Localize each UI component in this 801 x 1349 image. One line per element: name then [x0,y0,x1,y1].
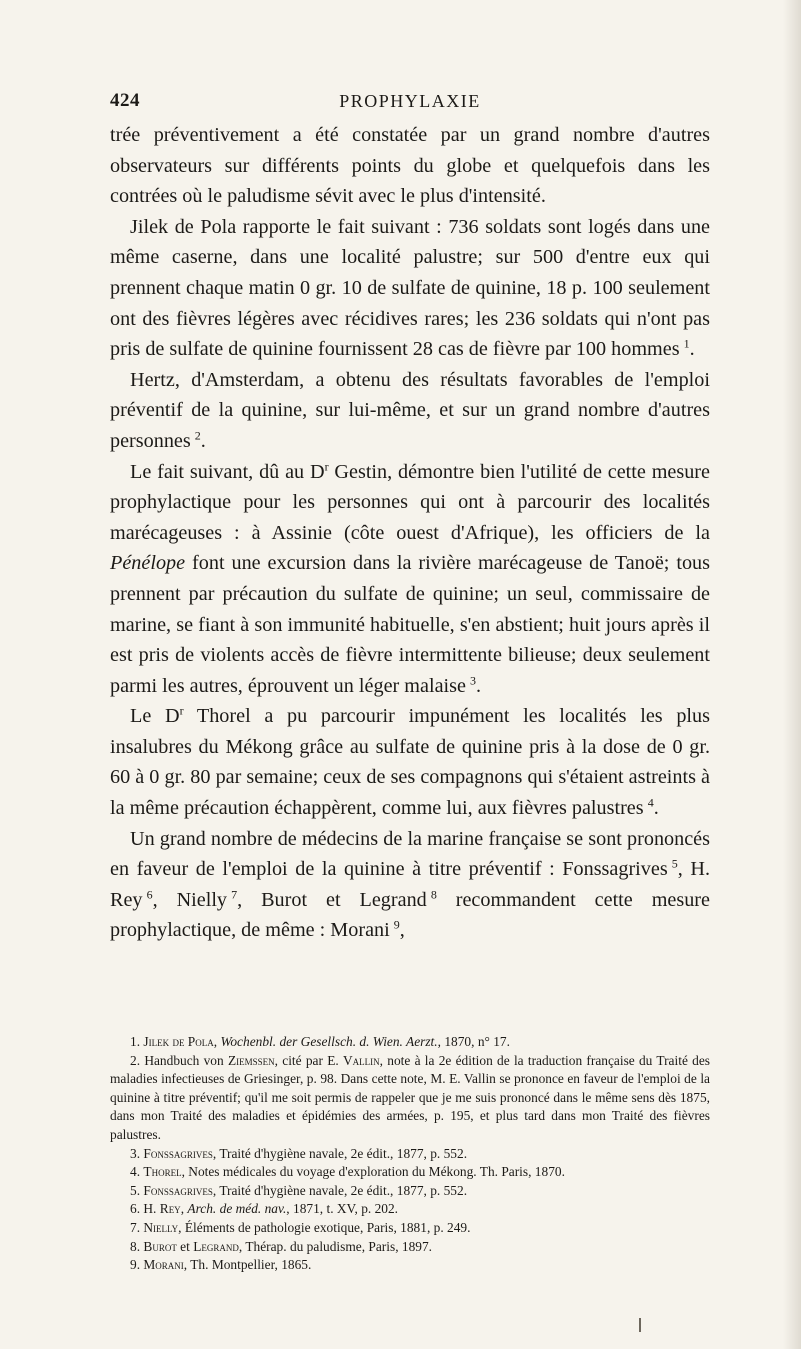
paragraph-2 [110,212,710,365]
footnote-rest: , Traité d'hygiène navale, 2e édit., 1877, p. 552. [212,1145,468,1161]
paragraph-6 [110,824,710,946]
footnote-title: Arch. de méd. nav. [187,1201,287,1217]
footnote-author: Jilek de Pola [143,1034,214,1049]
page-number: 424 [110,90,140,111]
paragraph-3-text: Hertz, d'Amsterdam, a obtenu des résultats favorables de l'emploi préventif de la quinine, sur lui-même, et sur un grand nombre d'autres personnes [110,368,710,452]
footnote-ref-4[interactable]: 4 [647,795,654,810]
footnote-ref-2[interactable]: 2 [194,428,201,443]
ship-name: Pénélope [110,552,186,575]
footnote-ref-6[interactable]: 6 [146,887,153,902]
running-title: PROPHYLAXIE [339,91,481,111]
paragraph-4-mid1: Gestin, démontre bien l'utilité de cette mesure prophylactique pour les personnes qui ont à parcourir des localités marécageuses : à Assinie (côte ouest d'Afrique), les officiers de la [110,460,710,544]
footnote-author: Ziemssen [227,1052,275,1068]
paragraph-3 [110,365,710,457]
paragraph-6-e: recommandent cette mesure prophylactique, de même : Morani [110,888,710,942]
footnote-1 [110,1033,710,1052]
footnote-number: 9. [130,1257,144,1273]
paragraph-6-a: Un grand nombre de médecins de la marine française se sont prononcés en faveur de l'emploi de la quinine à titre préventif : Fonssagrives [110,827,710,881]
paragraph-2-text: Jilek de Pola rapporte le fait suivant : 736 soldats sont logés dans une même caserne, dans une localité palustre; sur 500 d'entre eux qui prennent chaque matin 0 gr. 10 de sulfate de quinine, 18 p. 100 seulement ont des fièvres légères avec récidives rares; les 236 soldats qui n'ont pas pris de sulfate de quinine fournissent 28 cas de fièvre par 100 hommes [110,215,710,361]
paragraph-4-start: Le fait suivant, dû au D [130,460,325,483]
page-header [110,90,710,118]
footnote-text-a: Handbuch von [144,1052,228,1068]
footnote-rest: , Notes médicales du voyage d'exploration du Mékong. Th. Paris, 1870. [181,1164,565,1180]
footnote-9 [110,1256,710,1275]
doctor-abbrev-sup: r [324,458,329,473]
paragraph-1 [110,120,710,212]
footnote-text-b: , cité par E. [274,1052,343,1068]
footnote-ref-1[interactable]: 1 [683,336,690,351]
footnote-text-c: , note à la 2e édition de la traduction française du Traité des maladies infectieuses de Griesinger, p. 98. Dans cette note, M. E. Vallin se prononce en faveur de l'emploi de la quinine à titre préventif; qu'il me soit permis de rappeler que je me suis prononcé dans le même sens dès 1875, dans mon Traité des maladies et épidémies des armées, p. 195, et plus tard dans mon Traité des fièvres palustres. [110,1052,710,1142]
footnote-6 [110,1200,710,1219]
footnote-rest: , Traité d'hygiène navale, 2e édit., 1877, p. 552. [212,1182,468,1198]
footnote-number: 2. [130,1052,145,1068]
footnote-7 [110,1219,710,1238]
footnote-rest: , Th. Montpellier, 1865. [183,1257,312,1273]
footnotes [110,1033,710,1275]
footnote-number: 6. [130,1201,144,1217]
footnote-author-2: Legrand [193,1238,239,1254]
paragraph-6-c: , Nielly [152,888,228,911]
footnote-rest: , Thérap. du paludisme, Paris, 1897. [238,1238,433,1254]
footnote-author: Morani [143,1257,184,1273]
paragraph-5 [110,701,710,823]
body-text [110,120,710,946]
footnote-mid: et [176,1238,194,1254]
footnote-ref-9[interactable]: 9 [393,917,400,932]
footnote-sep: , [180,1201,188,1217]
footnote-author: Thorel [143,1164,182,1180]
footnote-4 [110,1163,710,1182]
scan-margin-mark [639,1318,641,1332]
footnote-number: 3. [130,1145,144,1161]
footnote-ref-5[interactable]: 5 [671,856,678,871]
footnote-author: Nielly [143,1219,179,1235]
footnote-number: 4. [130,1164,144,1180]
footnote-ref-3[interactable]: 3 [470,672,476,687]
footnote-number: 1. [130,1034,144,1049]
footnote-author: Fonssagrives [143,1145,213,1161]
footnote-author: Fonssagrives [143,1182,213,1198]
paragraph-3-end: . [200,429,206,452]
footnote-rest: , 1870, n° 17. [437,1034,510,1049]
footnote-sep: , [213,1034,221,1049]
paragraph-5-text: Thorel a pu parcourir impunément les localités les plus insalubres du Mékong grâce au sulfate de quinine pris à la dose de 0 gr. 60 à 0 gr. 80 par semaine; ceux de ses compagnons qui s'étaient astreints à la même précaution échappèrent, comme lui, aux fièvres palustres [110,705,710,820]
footnote-author: Burot [143,1238,177,1254]
footnote-number: 8. [130,1238,144,1254]
footnote-2 [110,1052,710,1145]
footnote-rest: , 1871, t. XV, p. 202. [286,1201,399,1217]
footnote-5 [110,1182,710,1201]
paragraph-4-mid2: font une excursion dans la rivière marécageuse de Tanoë; tous prennent par précaution du sulfate de quinine; un seul, commissaire de marine, se fiant à son immunité habituelle, s'en abstient; huit jours après il est pris de violents accès de fièvre intermittente bilieuse; deux seulement parmi les autres, éprouvent un léger malaise [110,552,710,697]
footnote-3 [110,1145,710,1164]
footnote-author: H. Rey [143,1201,181,1217]
paragraph-4-end: . [476,674,482,697]
footnote-number: 7. [130,1219,144,1235]
paragraph-4 [110,457,710,702]
paragraph-6-f: , [399,919,405,942]
page-edge-shadow [783,0,801,1349]
footnote-ref-8[interactable]: 8 [430,887,437,902]
paragraph-1-text: trée préventivement a été constatée par un grand nombre d'autres observateurs sur différents points du globe et quelquefois dans les contrées où le paludisme sévit avec le plus d'intensité. [110,124,710,208]
paragraph-5-end: . [653,797,659,820]
paragraph-6-b: , H. Rey [110,858,710,911]
footnote-number: 5. [130,1182,144,1198]
footnote-title: Wochenbl. der Gesellsch. d. Wien. Aerzt. [220,1034,438,1049]
footnote-8 [110,1238,710,1257]
paragraph-6-d: , Burot et Legrand [237,888,427,911]
paragraph-5-start: Le D [130,705,180,728]
footnote-author-2: Vallin [342,1052,380,1068]
footnote-ref-7[interactable]: 7 [231,887,238,902]
footnote-rest: , Éléments de pathologie exotique, Paris, 1881, p. 249. [178,1219,471,1235]
paragraph-2-end: . [689,338,695,361]
doctor-abbrev-sup: r [179,703,184,718]
